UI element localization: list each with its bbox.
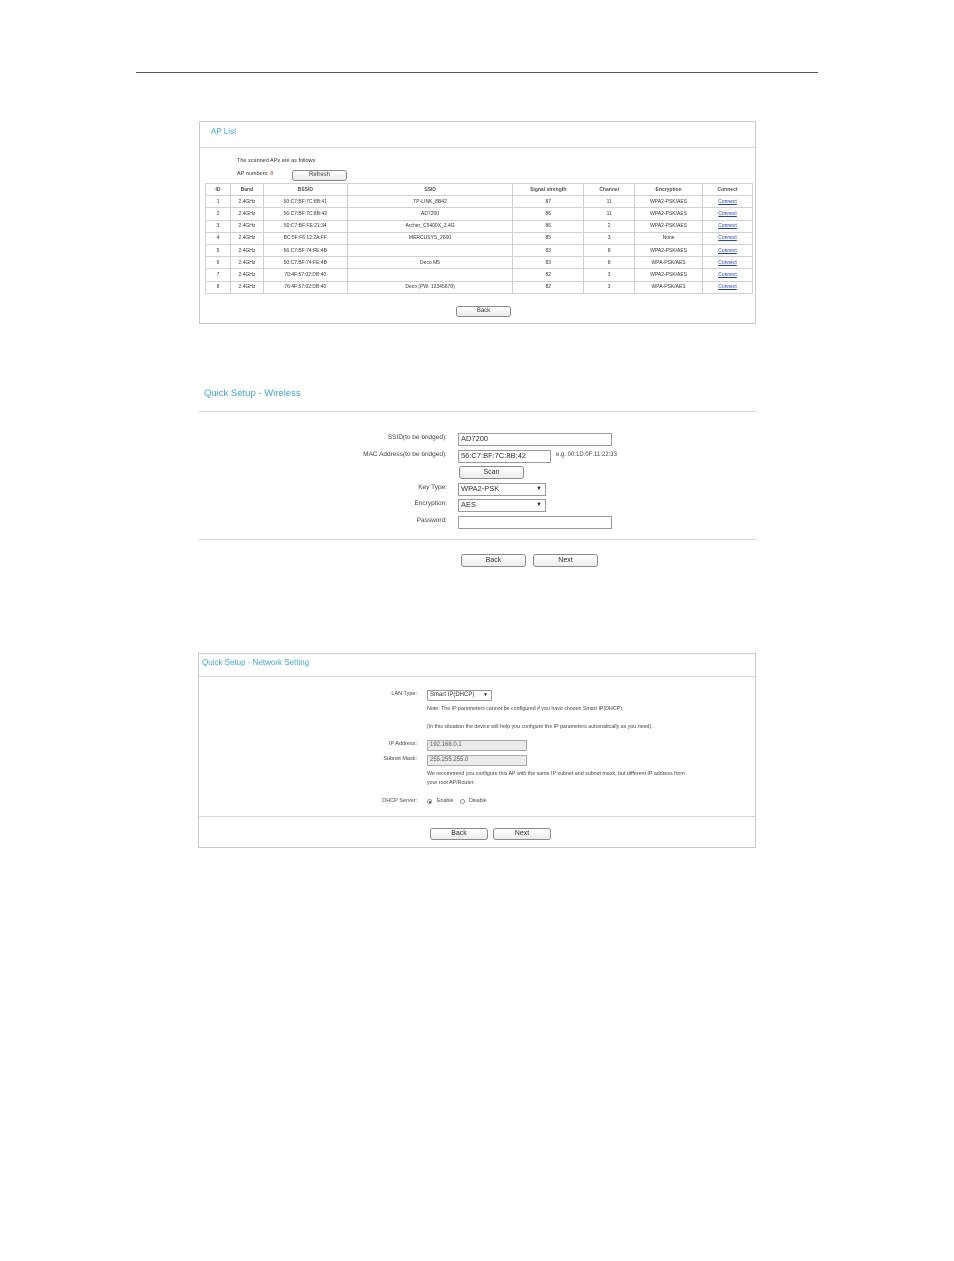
lan-type-select[interactable] xyxy=(427,690,492,701)
mac-input[interactable]: 56:C7:BF:7C:8B:42 xyxy=(458,450,551,463)
note-line-2: (In this situation the device will help you configure the IP parameters automatically as you need). xyxy=(427,724,653,730)
cell-channel: 11 xyxy=(584,208,635,220)
cell-encryption: WPA2-PSK/AES xyxy=(635,244,703,256)
connect-link[interactable]: Connect xyxy=(718,198,737,205)
network-next-button[interactable]: Next xyxy=(493,828,551,840)
dhcp-enable-radio[interactable] xyxy=(427,799,432,804)
cell-id: 8 xyxy=(206,281,231,293)
col-ssid: SSID xyxy=(347,184,513,196)
cell-ssid xyxy=(347,269,513,281)
cell-ssid xyxy=(347,244,513,256)
cell-channel: 8 xyxy=(584,257,635,269)
network-setting-panel xyxy=(198,653,756,848)
table-row xyxy=(206,269,753,281)
col-channel: Channel xyxy=(584,184,635,196)
dhcp-disable-radio[interactable] xyxy=(460,799,465,804)
note-line-1: Note: The IP parameters cannot be configured if you have chosen Smart IP(DHCP). xyxy=(427,706,624,712)
password-input[interactable] xyxy=(458,516,612,529)
wireless-next-button[interactable]: Next xyxy=(533,554,598,567)
cell-id: 6 xyxy=(206,257,231,269)
cell-bssid: 70:4F:57:02:DB:40 xyxy=(263,269,347,281)
ap-list-divider xyxy=(200,147,755,148)
cell-bssid: 50:C7:BF:FE:21:34 xyxy=(263,220,347,232)
key-type-value: WPA2-PSK xyxy=(461,484,500,493)
connect-link[interactable]: Connect xyxy=(718,223,737,230)
cell-band: 2.4GHz xyxy=(230,269,263,281)
cell-channel: 3 xyxy=(584,232,635,244)
cell-channel: 3 xyxy=(584,269,635,281)
table-row xyxy=(206,281,753,293)
encryption-label: Encryption: xyxy=(414,500,447,507)
connect-link[interactable]: Connect xyxy=(718,259,737,266)
connect-link[interactable]: Connect xyxy=(718,271,737,278)
cell-signal: 86 xyxy=(513,220,584,232)
network-title-divider xyxy=(199,676,755,677)
col-band: Band xyxy=(230,184,263,196)
cell-ssid: AD7200 xyxy=(347,208,513,220)
cell-connect xyxy=(703,208,753,220)
ssid-label: SSID(to be bridged): xyxy=(387,434,447,441)
network-back-button[interactable]: Back xyxy=(430,828,488,840)
cell-encryption: WPA-PSK/AES xyxy=(635,281,703,293)
table-row xyxy=(206,244,753,256)
ap-numbers xyxy=(237,171,273,177)
scan-button[interactable]: Scan xyxy=(459,466,524,479)
cell-connect xyxy=(703,196,753,208)
dhcp-disable-label: Disable xyxy=(469,798,487,804)
encryption-select[interactable] xyxy=(458,499,546,512)
refresh-button[interactable]: Refresh xyxy=(292,170,347,181)
cell-ssid: MERCUSYS_2600 xyxy=(347,232,513,244)
network-footer-divider xyxy=(199,816,755,817)
cell-encryption: WPA-PSK/AES xyxy=(635,257,703,269)
cell-id: 3 xyxy=(206,220,231,232)
ap-list-back-button[interactable]: Back xyxy=(456,306,511,317)
connect-link[interactable]: Connect xyxy=(718,284,737,291)
cell-channel: 2 xyxy=(584,220,635,232)
table-row xyxy=(206,257,753,269)
cell-id: 5 xyxy=(206,244,231,256)
scan-note: The scanned APs are as follows xyxy=(237,158,316,164)
encryption-value: AES xyxy=(461,500,477,509)
cell-encryption: WPA2-PSK/AES xyxy=(635,220,703,232)
col-encryption: Encryption xyxy=(635,184,703,196)
dhcp-server-label: DHCP Server: xyxy=(382,798,417,804)
cell-ssid: Deco M5 xyxy=(347,257,513,269)
key-type-select[interactable] xyxy=(458,483,546,496)
wireless-title-divider xyxy=(199,411,756,412)
cell-id: 4 xyxy=(206,232,231,244)
cell-signal: 86 xyxy=(513,208,584,220)
dhcp-enable-label: Enable xyxy=(437,798,454,804)
cell-signal: 82 xyxy=(513,269,584,281)
table-row xyxy=(206,208,753,220)
cell-ssid: Deco (PW: 12345678) xyxy=(347,281,513,293)
col-id: ID xyxy=(206,184,231,196)
connect-link[interactable]: Connect xyxy=(718,235,737,242)
col-signal: Signal strength xyxy=(513,184,584,196)
cell-connect xyxy=(703,257,753,269)
chevron-down-icon: ▼ xyxy=(483,692,488,698)
cell-bssid: 56:C7:BF:7C:8B:42 xyxy=(263,208,347,220)
cell-bssid: 56:C7:BF:74:FE:4B xyxy=(263,244,347,256)
ip-address-input: 192.168.0.1 xyxy=(427,740,527,751)
cell-id: 1 xyxy=(206,196,231,208)
col-connect: Connect xyxy=(703,184,753,196)
cell-connect xyxy=(703,244,753,256)
cell-channel: 11 xyxy=(584,196,635,208)
connect-link[interactable]: Connect xyxy=(718,210,737,217)
mac-label: MAC Address(to be bridged): xyxy=(363,451,447,458)
cell-id: 7 xyxy=(206,269,231,281)
wireless-footer-divider xyxy=(199,539,756,540)
cell-bssid: 50:C7:BF:7C:8B:41 xyxy=(263,196,347,208)
ip-address-label: IP Address: xyxy=(388,741,417,747)
cell-connect xyxy=(703,281,753,293)
table-row xyxy=(206,196,753,208)
cell-ssid: TP-LINK_8B42 xyxy=(347,196,513,208)
cell-connect xyxy=(703,232,753,244)
mac-hint: e.g. 00:1D:0F:11:22:33 xyxy=(556,452,617,458)
cell-band: 2.4GHz xyxy=(230,257,263,269)
col-bssid: BSSID xyxy=(263,184,347,196)
cell-encryption: None xyxy=(635,232,703,244)
key-type-label: Key Type: xyxy=(418,484,447,491)
lan-type-label: LAN Type: xyxy=(391,691,417,697)
cell-encryption: WPA2-PSK/AES xyxy=(635,196,703,208)
cell-connect xyxy=(703,220,753,232)
cell-id: 2 xyxy=(206,208,231,220)
subnet-mask-label: Subnet Mask: xyxy=(383,756,417,762)
ap-list-title: AP List xyxy=(211,127,237,136)
cell-band: 2.4GHz xyxy=(230,232,263,244)
connect-link[interactable]: Connect xyxy=(718,247,737,254)
cell-band: 2.4GHz xyxy=(230,220,263,232)
lan-type-value: Smart IP(DHCP) xyxy=(430,692,475,698)
ap-list-panel xyxy=(199,121,756,324)
cell-signal: 83 xyxy=(513,257,584,269)
ap-numbers-label: AP numbers: xyxy=(237,171,269,177)
cell-channel: 8 xyxy=(584,244,635,256)
cell-band: 2.4GHz xyxy=(230,244,263,256)
wireless-back-button[interactable]: Back xyxy=(461,554,526,567)
cell-signal: 83 xyxy=(513,244,584,256)
password-label: Password: xyxy=(416,517,447,524)
recommend-line-1: We recommend you configure this AP with the same IP subnet and subnet mask, but different IP address from xyxy=(427,771,685,777)
network-setting-title: Quick Setup - Network Setting xyxy=(202,658,310,667)
cell-signal: 82 xyxy=(513,281,584,293)
page-header-rule xyxy=(136,72,818,73)
ap-table xyxy=(205,183,753,294)
chevron-down-icon: ▼ xyxy=(536,502,542,508)
cell-ssid: Archer_C5400X_2.4G xyxy=(347,220,513,232)
table-row xyxy=(206,220,753,232)
cell-bssid: BC:5F:F6:12:2A:FF xyxy=(263,232,347,244)
subnet-mask-input: 255.255.255.0 xyxy=(427,755,527,766)
cell-bssid: 50:C7:BF:74:FE:4B xyxy=(263,257,347,269)
cell-band: 2.4GHz xyxy=(230,281,263,293)
ap-table-header xyxy=(206,184,753,196)
cell-encryption: WPA2-PSK/AES xyxy=(635,208,703,220)
cell-channel: 3 xyxy=(584,281,635,293)
cell-encryption: WPA2-PSK/AES xyxy=(635,269,703,281)
cell-band: 2.4GHz xyxy=(230,196,263,208)
cell-signal: 87 xyxy=(513,196,584,208)
chevron-down-icon: ▼ xyxy=(536,486,542,492)
ssid-input[interactable]: AD7200 xyxy=(458,433,612,446)
cell-connect xyxy=(703,269,753,281)
cell-band: 2.4GHz xyxy=(230,208,263,220)
recommend-line-2: your root AP/Router. xyxy=(427,780,475,786)
wireless-title: Quick Setup - Wireless xyxy=(204,388,301,399)
ap-numbers-value: 8 xyxy=(270,171,274,177)
cell-bssid: 76:4F:57:02:DB:40 xyxy=(263,281,347,293)
table-row xyxy=(206,232,753,244)
cell-signal: 85 xyxy=(513,232,584,244)
